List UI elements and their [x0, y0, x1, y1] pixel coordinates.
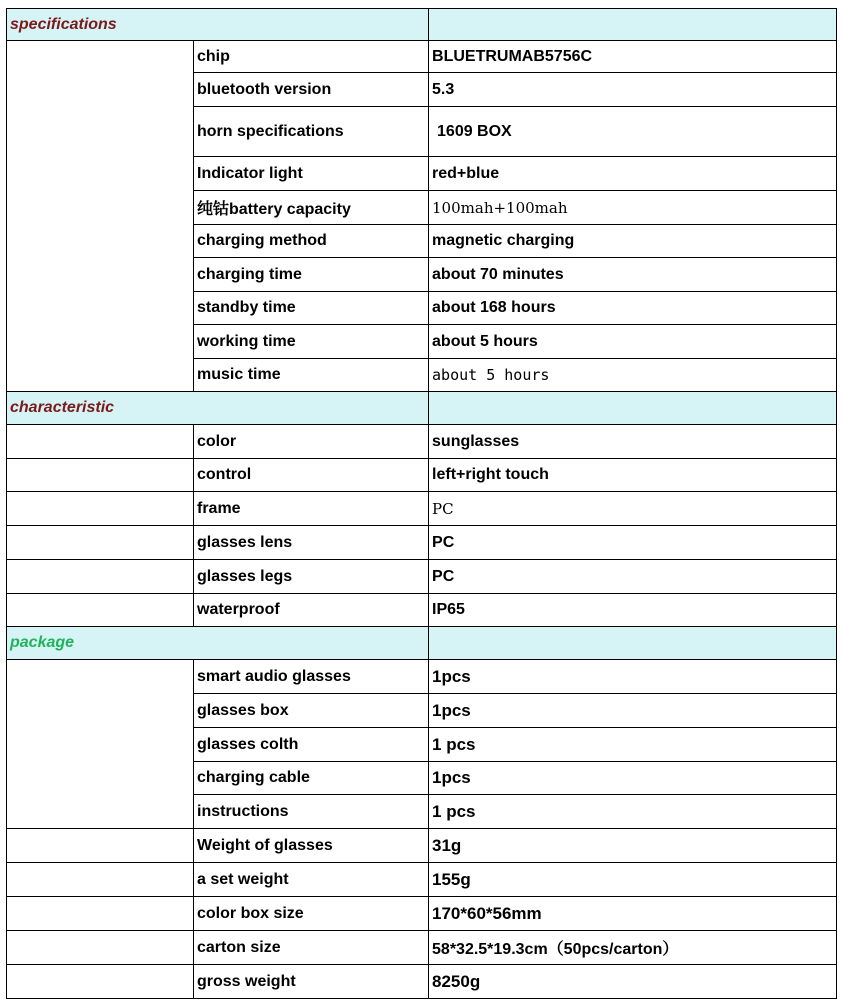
extra-label: Weight of glasses: [194, 829, 429, 863]
blank-cell: [7, 41, 194, 392]
section-header-package: [7, 627, 837, 660]
spec-label: Indicator light: [194, 157, 429, 191]
char-value: IP65: [429, 594, 837, 627]
extra-row: [7, 863, 837, 897]
spec-label: standby time: [194, 292, 429, 325]
spec-value: about 70 minutes: [429, 258, 837, 292]
package-value: 1pcs: [429, 762, 837, 795]
blank-cell: [7, 526, 194, 560]
package-value: 1pcs: [429, 660, 837, 694]
spec-value: red+blue: [429, 157, 837, 191]
extra-value: 170*60*56mm: [429, 897, 837, 931]
spec-value: 5.3: [429, 73, 837, 107]
spec-value: about 5 hours: [429, 325, 837, 359]
spec-value: 100mah+100mah: [429, 191, 837, 225]
package-label: instructions: [194, 795, 429, 829]
extra-label: color box size: [194, 897, 429, 931]
char-row: [7, 526, 837, 560]
blank-cell: [7, 560, 194, 594]
section-title: characteristic: [7, 392, 429, 425]
section-header-blank: [429, 392, 837, 425]
spec-label: music time: [194, 359, 429, 392]
section-header-blank: [429, 9, 837, 41]
package-label: glasses box: [194, 694, 429, 728]
char-value: PC: [429, 526, 837, 560]
package-value: 1pcs: [429, 694, 837, 728]
extra-value: 8250g: [429, 965, 837, 999]
spec-label: bluetooth version: [194, 73, 429, 107]
section-header-blank: [429, 627, 837, 660]
spec-value: 1609 BOX: [429, 107, 837, 157]
blank-cell: [7, 897, 194, 931]
spec-value: BLUETRUMAB5756C: [429, 41, 837, 73]
blank-cell: [7, 459, 194, 492]
blank-cell: [7, 660, 194, 829]
spec-value: magnetic charging: [429, 225, 837, 258]
package-row: [7, 660, 837, 694]
spec-label: chip: [194, 41, 429, 73]
extra-row: [7, 965, 837, 999]
extra-value: 58*32.5*19.3cm（50pcs/carton）: [429, 931, 837, 965]
extra-label: carton size: [194, 931, 429, 965]
spec-label: 纯钴battery capacity: [194, 191, 429, 225]
blank-cell: [7, 931, 194, 965]
blank-cell: [7, 863, 194, 897]
package-label: charging cable: [194, 762, 429, 795]
char-row: [7, 594, 837, 627]
char-label: waterproof: [194, 594, 429, 627]
char-row: [7, 492, 837, 526]
char-label: color: [194, 425, 429, 459]
spec-label: horn specifications: [194, 107, 429, 157]
char-row: [7, 560, 837, 594]
extra-label: a set weight: [194, 863, 429, 897]
char-row: [7, 425, 837, 459]
extra-label: gross weight: [194, 965, 429, 999]
blank-cell: [7, 829, 194, 863]
blank-cell: [7, 594, 194, 627]
extra-row: [7, 931, 837, 965]
spec-table: [6, 8, 837, 999]
spec-label: working time: [194, 325, 429, 359]
char-label: glasses lens: [194, 526, 429, 560]
extra-row: [7, 897, 837, 931]
spec-label: charging time: [194, 258, 429, 292]
package-value: 1 pcs: [429, 795, 837, 829]
char-value: PC: [429, 560, 837, 594]
spec-row: [7, 41, 837, 73]
package-value: 1 pcs: [429, 728, 837, 762]
spec-value: about 168 hours: [429, 292, 837, 325]
char-value: sunglasses: [429, 425, 837, 459]
section-header-characteristic: [7, 392, 837, 425]
char-row: [7, 459, 837, 492]
section-title: package: [7, 627, 429, 660]
blank-cell: [7, 425, 194, 459]
package-label: smart audio glasses: [194, 660, 429, 694]
extra-row: [7, 829, 837, 863]
package-label: glasses colth: [194, 728, 429, 762]
char-label: glasses legs: [194, 560, 429, 594]
spec-value: about 5 hours: [429, 359, 837, 392]
char-label: control: [194, 459, 429, 492]
char-label: frame: [194, 492, 429, 526]
extra-value: 155g: [429, 863, 837, 897]
char-value: PC: [429, 492, 837, 526]
char-value: left+right touch: [429, 459, 837, 492]
extra-value: 31g: [429, 829, 837, 863]
blank-cell: [7, 965, 194, 999]
blank-cell: [7, 492, 194, 526]
spec-label: charging method: [194, 225, 429, 258]
section-header-specifications: [7, 9, 837, 41]
section-title: specifications: [7, 9, 429, 41]
